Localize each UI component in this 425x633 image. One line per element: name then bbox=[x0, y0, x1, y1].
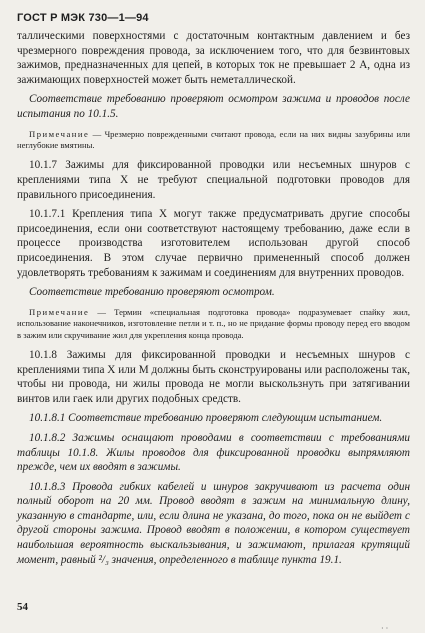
note-1-text: — Чрезмерно поврежденными считают провода, если на них видны зазубрины или неглубокие вмятины. bbox=[17, 128, 410, 150]
paragraph-conformity-check: Соответствие требованию проверяют осмотром зажима и проводов после испытания по 10.1.5. bbox=[17, 93, 410, 120]
paragraph-10-1-8-3: 10.1.8.3 Провода гибких кабелей и шнуров закручивают из расчета один полный оборот на 20 мм. Провод вводят в зажим на минимальную длину, указанную в стандарте, или, если длина не указана, до того, пока он не выйдет с другой стороны зажима. Провод вводят в положении, в котором существует наибольшая вероятность выскальзывания, и зажимают, прилагая крутящий момент, равный ²/₃ значения, определенного в таблице пункта 19.1. bbox=[17, 480, 410, 566]
page-number: 54 bbox=[17, 601, 28, 613]
paragraph-10-1-7-1: 10.1.7.1 Крепления типа X могут также предусматривать другие способы присоединения, если они соответствуют настоящему требованию, даже если в процессе производства изготовителем использован другой способ присоединения. В этом случае первично примененный способ должен удовлетворять требованиям к зажимам и соединениям для внутренних проводов. bbox=[17, 208, 410, 279]
note-1 bbox=[17, 129, 410, 152]
note-2-text: — Термин «специальная подготовка провода» подразумевает спайку жил, использование наконечников, изготовление петли и т. п., но не придание формы проводу перед его вводом в зажим или скручивание жил для укрепления конца провода. bbox=[17, 306, 410, 340]
scan-mark: · · bbox=[381, 624, 389, 633]
paragraph-10-1-8-2: 10.1.8.2 Зажимы оснащают проводами в соответствии с требованиями таблицы 10.1.8. Жилы проводов для фиксированной проводки выпрямляют прежде, чем их вводят в зажимы. bbox=[17, 431, 410, 474]
paragraph-continued: таллическими поверхностями с достаточным контактным давлением и без чрезмерного повреждения провода, за исключением того, что для безвинтовых зажимов, предназначенных для цепей, в которых ток не превышает 2 А, одна из зажимающих поверхностей может быть неметаллической. bbox=[17, 30, 410, 86]
paragraph-10-1-8-1: 10.1.8.1 Соответствие требованию проверяют следующим испытанием. bbox=[29, 412, 383, 425]
paragraph-10-1-7: 10.1.7 Зажимы для фиксированной проводки или несъемных шнуров с креплениями типа X не требуют специальной подготовки проводов для правильного присоединения. bbox=[17, 159, 410, 201]
note-2-label: Примечание bbox=[29, 306, 90, 317]
note-1-label: Примечание bbox=[29, 128, 90, 139]
page-header: ГОСТ Р МЭК 730—1—94 bbox=[17, 12, 149, 24]
paragraph-10-1-8: 10.1.8 Зажимы для фиксированной проводки и несъемных шнуров с креплениями типа X или М должны быть сконструированы или расположены так, чтобы ни провода, ни жилы провода не могли выскользнуть при затягивании винтов или гаек или других подобных средств. bbox=[17, 348, 410, 405]
note-2 bbox=[17, 307, 410, 341]
page-body bbox=[17, 29, 410, 567]
paragraph-conformity-inspection: Соответствие требованию проверяют осмотром. bbox=[29, 286, 275, 299]
